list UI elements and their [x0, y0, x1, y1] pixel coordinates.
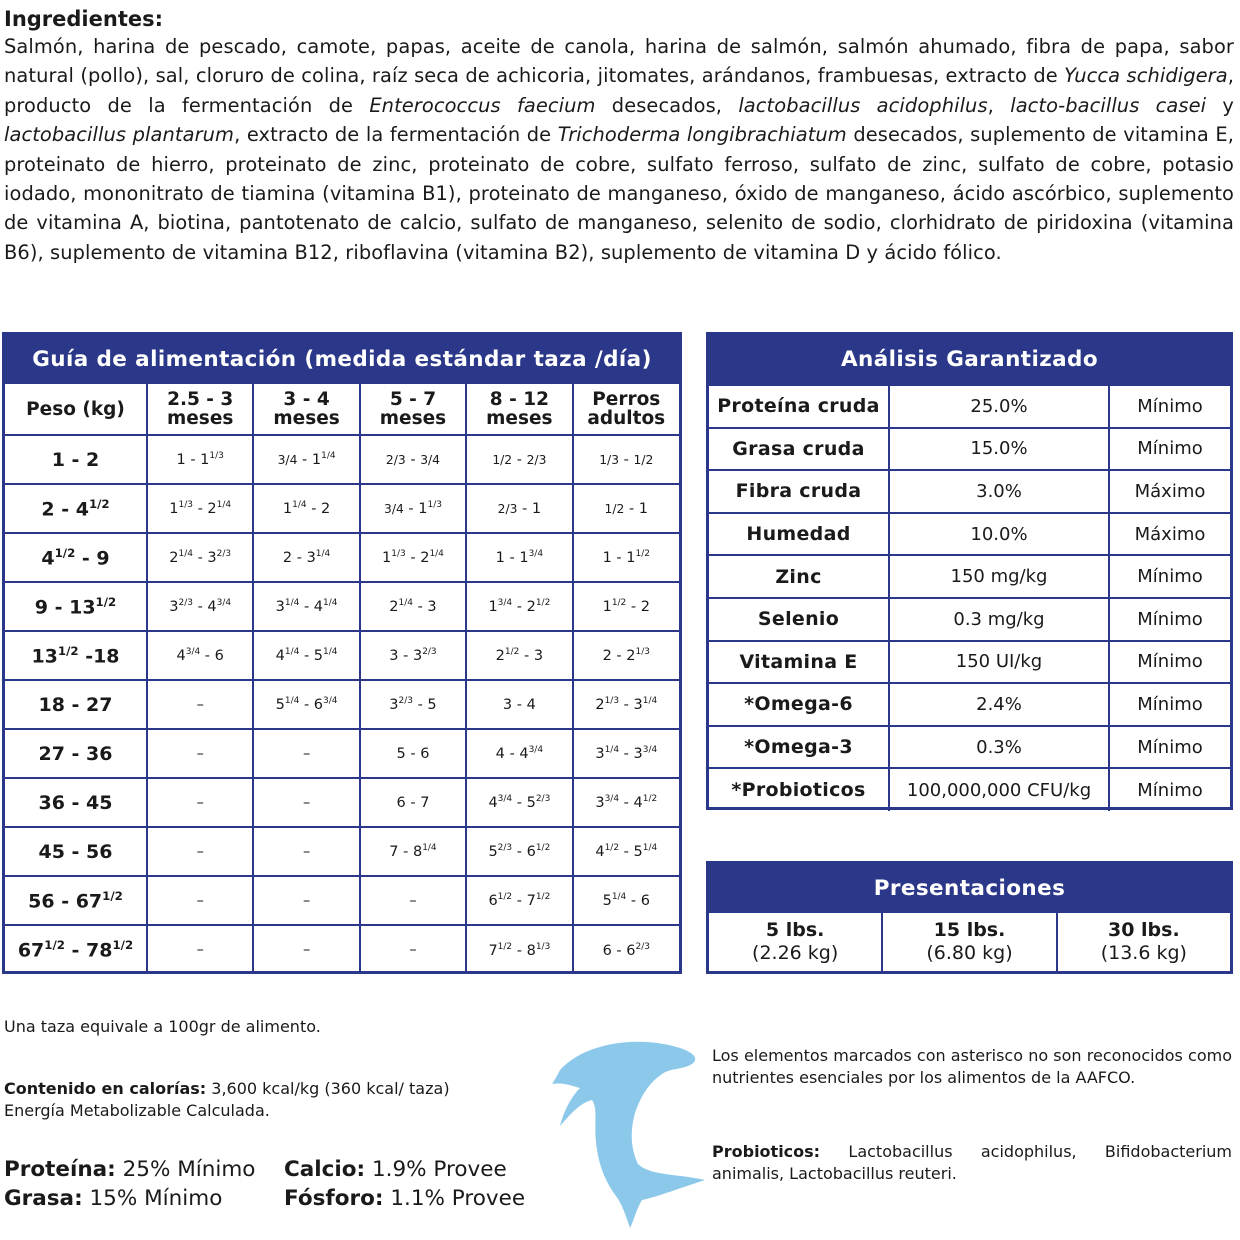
portion-cell: $3^{2/3} - 4^{3/4}$ — [147, 582, 253, 631]
presentation-kg: (6.80 kg) — [926, 942, 1013, 964]
nutrient-value: 150 mg/kg — [889, 555, 1109, 598]
nutrient-value: 2.4% — [889, 683, 1109, 726]
table-row — [709, 641, 1230, 684]
nutrient-value: 25.0% — [889, 385, 1109, 428]
portion-cell: $1^{1/4} - 2$ — [253, 484, 359, 533]
feeding-grid — [5, 384, 679, 974]
energy-note: Energía Metabolizable Calculada. — [4, 1101, 270, 1120]
nutrient-value: 150 UI/kg — [889, 641, 1109, 684]
nutrient-qualifier: Mínimo — [1109, 768, 1230, 811]
nutrient-name: Fibra cruda — [709, 470, 889, 513]
presentation-cell — [1058, 913, 1230, 971]
portion-cell: $7 - 8^{1/4}$ — [360, 827, 466, 876]
portion-cell: – — [147, 876, 253, 925]
weight-cell: 36 - 45 — [5, 778, 147, 827]
weight-cell: $9 - 13^{1/2}$ — [5, 582, 147, 631]
table-row — [5, 827, 679, 876]
nutrient-name: Grasa cruda — [709, 428, 889, 471]
portion-cell: $3^{1/4} - 4^{1/4}$ — [253, 582, 359, 631]
ingredients-title: Ingredientes: — [4, 7, 163, 31]
table-row — [709, 768, 1230, 811]
analysis-table — [706, 332, 1233, 810]
table-row — [709, 598, 1230, 641]
weight-cell: 1 - 2 — [5, 435, 147, 484]
weight-cell: $13^{1/2}$ -18 — [5, 631, 147, 680]
portion-cell: – — [147, 925, 253, 974]
portion-cell: $1^{1/3} - 2^{1/4}$ — [360, 533, 466, 582]
protein-line: Proteína: 25% Mínimo — [4, 1157, 256, 1182]
portion-cell: $1 - 1^{3/4}$ — [466, 533, 572, 582]
portion-cell: 1/2 - 1 — [573, 484, 679, 533]
portion-cell: 1/3 - 1/2 — [573, 435, 679, 484]
table-row — [5, 876, 679, 925]
presentation-kg: (2.26 kg) — [752, 942, 839, 964]
presentations-table — [706, 861, 1233, 974]
weight-cell: $56 - 67^{1/2}$ — [5, 876, 147, 925]
calories-note — [4, 1078, 526, 1122]
nutrient-name: Zinc — [709, 555, 889, 598]
presentations-title: Presentaciones — [709, 864, 1230, 913]
presentation-kg: (13.6 kg) — [1100, 942, 1187, 964]
nutrient-name: *Omega-6 — [709, 683, 889, 726]
portion-cell: 3 - 4 — [466, 680, 572, 729]
table-row — [5, 435, 679, 484]
presentation-lbs: 15 lbs. — [933, 919, 1006, 941]
probiotics-note — [712, 1141, 1232, 1185]
weight-cell: 45 - 56 — [5, 827, 147, 876]
portion-cell: – — [360, 876, 466, 925]
nutrient-qualifier: Mínimo — [1109, 385, 1230, 428]
table-row — [709, 385, 1230, 428]
table-row — [5, 582, 679, 631]
nutrient-value: 100,000,000 CFU/kg — [889, 768, 1109, 811]
feeding-body — [5, 435, 679, 974]
ingredients-text: Salmón, harina de pescado, camote, papas, aceite de canola, harina de salmón, salmón ahumado, fibra de papa, sabor natural (pollo), sal, cloruro de colina, raíz seca de achicoria, jitomates, arándanos, frambuesas, extracto de Yucca schidigera, producto de la fermentación de Enterococcus faecium desecados, lactobacillus acidophilus, lacto-bacillus casei y lactobacillus plantarum, extracto de la fermentación de Trichoderma longibrachiatum desecados, suplemento de vitamina E, proteinato de hierro, proteinato de zinc, proteinato de cobre, sulfato ferroso, sulfato de zinc, sulfato de cobre, potasio iodado, mononitrato de tiamina (vitamina B1), proteinato de manganeso, óxido de manganeso, ácido ascórbico, suplemento de vitamina A, biotina, pantotenato de calcio, sulfato de manganeso, selenito de sodio, clorhidrato de piridoxina (vitamina B6), suplemento de vitamina B12, riboflavina (vitamina B2), suplemento de vitamina D y ácido fólico. — [4, 35, 1234, 264]
portion-cell: – — [253, 729, 359, 778]
phosphorus-line: Fósforo: 1.1% Provee — [284, 1186, 526, 1211]
table-row — [709, 428, 1230, 471]
fat-line: Grasa: 15% Mínimo — [4, 1186, 223, 1211]
feeding-header-3: 5 - 7 meses — [360, 384, 466, 435]
feeding-header-4: 8 - 12 meses — [466, 384, 572, 435]
feeding-guide-title: Guía de alimentación (medida estándar taza /día) — [5, 335, 679, 384]
table-row — [5, 631, 679, 680]
portion-cell: $2^{1/2} - 3$ — [466, 631, 572, 680]
portion-cell: $6^{1/2} - 7^{1/2}$ — [466, 876, 572, 925]
table-row — [5, 484, 679, 533]
nutrient-qualifier: Máximo — [1109, 470, 1230, 513]
feeding-guide-table — [2, 332, 682, 974]
weight-cell: 18 - 27 — [5, 680, 147, 729]
table-row — [709, 513, 1230, 556]
table-row — [5, 729, 679, 778]
portion-cell: $4 - 4^{3/4}$ — [466, 729, 572, 778]
nutrient-name: *Probioticos — [709, 768, 889, 811]
nutrient-qualifier: Mínimo — [1109, 428, 1230, 471]
presentations-row — [709, 913, 1230, 971]
probiotics-label: Probioticos: — [712, 1142, 821, 1161]
presentation-cell — [709, 913, 883, 971]
portion-cell: $3^{3/4} - 4^{1/2}$ — [573, 778, 679, 827]
portion-cell: $2^{1/4} - 3$ — [360, 582, 466, 631]
weight-cell: $4^{1/2} - 9$ — [5, 533, 147, 582]
nutrient-value: 15.0% — [889, 428, 1109, 471]
portion-cell: – — [147, 778, 253, 827]
nutrient-name: *Omega-3 — [709, 726, 889, 769]
weight-cell: $2 - 4^{1/2}$ — [5, 484, 147, 533]
table-row — [709, 726, 1230, 769]
nutrient-qualifier: Mínimo — [1109, 555, 1230, 598]
portion-cell: $1^{1/2} - 2$ — [573, 582, 679, 631]
nutrient-qualifier: Mínimo — [1109, 598, 1230, 641]
portion-cell: 2/3 - 1 — [466, 484, 572, 533]
portion-cell: $3/4 - 1^{1/3}$ — [360, 484, 466, 533]
portion-cell: – — [253, 925, 359, 974]
analysis-title: Análisis Garantizado — [709, 335, 1230, 384]
portion-cell: – — [360, 925, 466, 974]
table-row — [709, 555, 1230, 598]
presentation-lbs: 5 lbs. — [765, 919, 825, 941]
presentation-cell — [883, 913, 1057, 971]
feeding-header-row — [5, 384, 679, 435]
nutrient-value: 0.3% — [889, 726, 1109, 769]
portion-cell: $4^{3/4} - 6$ — [147, 631, 253, 680]
analysis-grid — [709, 384, 1230, 811]
portion-cell: $2 - 3^{1/4}$ — [253, 533, 359, 582]
calcium-line: Calcio: 1.9% Provee — [284, 1157, 507, 1182]
portion-cell: $6 - 6^{2/3}$ — [573, 925, 679, 974]
weight-cell: $67^{1/2} - 78^{1/2}$ — [5, 925, 147, 974]
portion-cell: 1/2 - 2/3 — [466, 435, 572, 484]
portion-cell: $2^{1/4} - 3^{2/3}$ — [147, 533, 253, 582]
portion-cell: $4^{1/2} - 5^{1/4}$ — [573, 827, 679, 876]
portion-cell: $7^{1/2} - 8^{1/3}$ — [466, 925, 572, 974]
table-row — [5, 778, 679, 827]
portion-cell: 5 - 6 — [360, 729, 466, 778]
portion-cell: $5^{2/3} - 6^{1/2}$ — [466, 827, 572, 876]
salmon-icon — [530, 1030, 710, 1230]
nutrient-name: Humedad — [709, 513, 889, 556]
portion-cell: 6 - 7 — [360, 778, 466, 827]
nutrient-name: Selenio — [709, 598, 889, 641]
table-row — [709, 683, 1230, 726]
portion-cell: $3/4 - 1^{1/4}$ — [253, 435, 359, 484]
portion-cell: $4^{3/4} - 5^{2/3}$ — [466, 778, 572, 827]
feeding-header-2: 3 - 4 meses — [253, 384, 359, 435]
portion-cell: $5^{1/4} - 6$ — [573, 876, 679, 925]
portion-cell: $1^{1/3} - 2^{1/4}$ — [147, 484, 253, 533]
nutrient-value: 0.3 mg/kg — [889, 598, 1109, 641]
portion-cell: – — [147, 827, 253, 876]
nutrients-left — [4, 1155, 255, 1213]
portion-cell: $1^{3/4} - 2^{1/2}$ — [466, 582, 572, 631]
nutrient-qualifier: Mínimo — [1109, 683, 1230, 726]
probiotics-value: Lactobacillus acidophilus, Bifidobacterium animalis, Lactobacillus reuteri. — [712, 1142, 1232, 1183]
nutrient-qualifier: Máximo — [1109, 513, 1230, 556]
calories-value: 3,600 kcal/kg (360 kcal/ taza) — [206, 1079, 450, 1098]
portion-cell: – — [147, 729, 253, 778]
presentation-lbs: 30 lbs. — [1107, 919, 1180, 941]
portion-cell: $2 - 2^{1/3}$ — [573, 631, 679, 680]
table-row — [5, 533, 679, 582]
portion-cell: – — [253, 876, 359, 925]
nutrients-right — [284, 1155, 525, 1213]
nutrient-qualifier: Mínimo — [1109, 726, 1230, 769]
portion-cell: $1 - 1^{1/2}$ — [573, 533, 679, 582]
nutrient-qualifier: Mínimo — [1109, 641, 1230, 684]
analysis-body — [709, 385, 1230, 811]
portion-cell: 2/3 - 3/4 — [360, 435, 466, 484]
nutrient-value: 3.0% — [889, 470, 1109, 513]
nutrient-name: Proteína cruda — [709, 385, 889, 428]
portion-cell: $5^{1/4} - 6^{3/4}$ — [253, 680, 359, 729]
table-row — [5, 680, 679, 729]
weight-cell: 27 - 36 — [5, 729, 147, 778]
feeding-header-5: Perros adultos — [573, 384, 679, 435]
portion-cell: $3 - 3^{2/3}$ — [360, 631, 466, 680]
nutrient-name: Vitamina E — [709, 641, 889, 684]
table-row — [5, 925, 679, 974]
portion-cell: – — [147, 680, 253, 729]
feeding-header-1: 2.5 - 3 meses — [147, 384, 253, 435]
feeding-header-0: Peso (kg) — [5, 384, 147, 435]
portion-cell: – — [253, 778, 359, 827]
asterisk-note: Los elementos marcados con asterisco no son reconocidos como nutrientes esenciales por los alimentos de la AAFCO. — [712, 1046, 1232, 1087]
portion-cell: $1 - 1^{1/3}$ — [147, 435, 253, 484]
portion-cell: – — [253, 827, 359, 876]
table-row — [709, 470, 1230, 513]
portion-cell: $3^{1/4} - 3^{3/4}$ — [573, 729, 679, 778]
nutrient-value: 10.0% — [889, 513, 1109, 556]
portion-cell: $2^{1/3} - 3^{1/4}$ — [573, 680, 679, 729]
cup-note: Una taza equivale a 100gr de alimento. — [4, 1017, 321, 1036]
calories-label: Contenido en calorías: — [4, 1079, 207, 1098]
portion-cell: $4^{1/4} - 5^{1/4}$ — [253, 631, 359, 680]
ingredients-section — [4, 6, 1234, 267]
portion-cell: $3^{2/3} - 5$ — [360, 680, 466, 729]
